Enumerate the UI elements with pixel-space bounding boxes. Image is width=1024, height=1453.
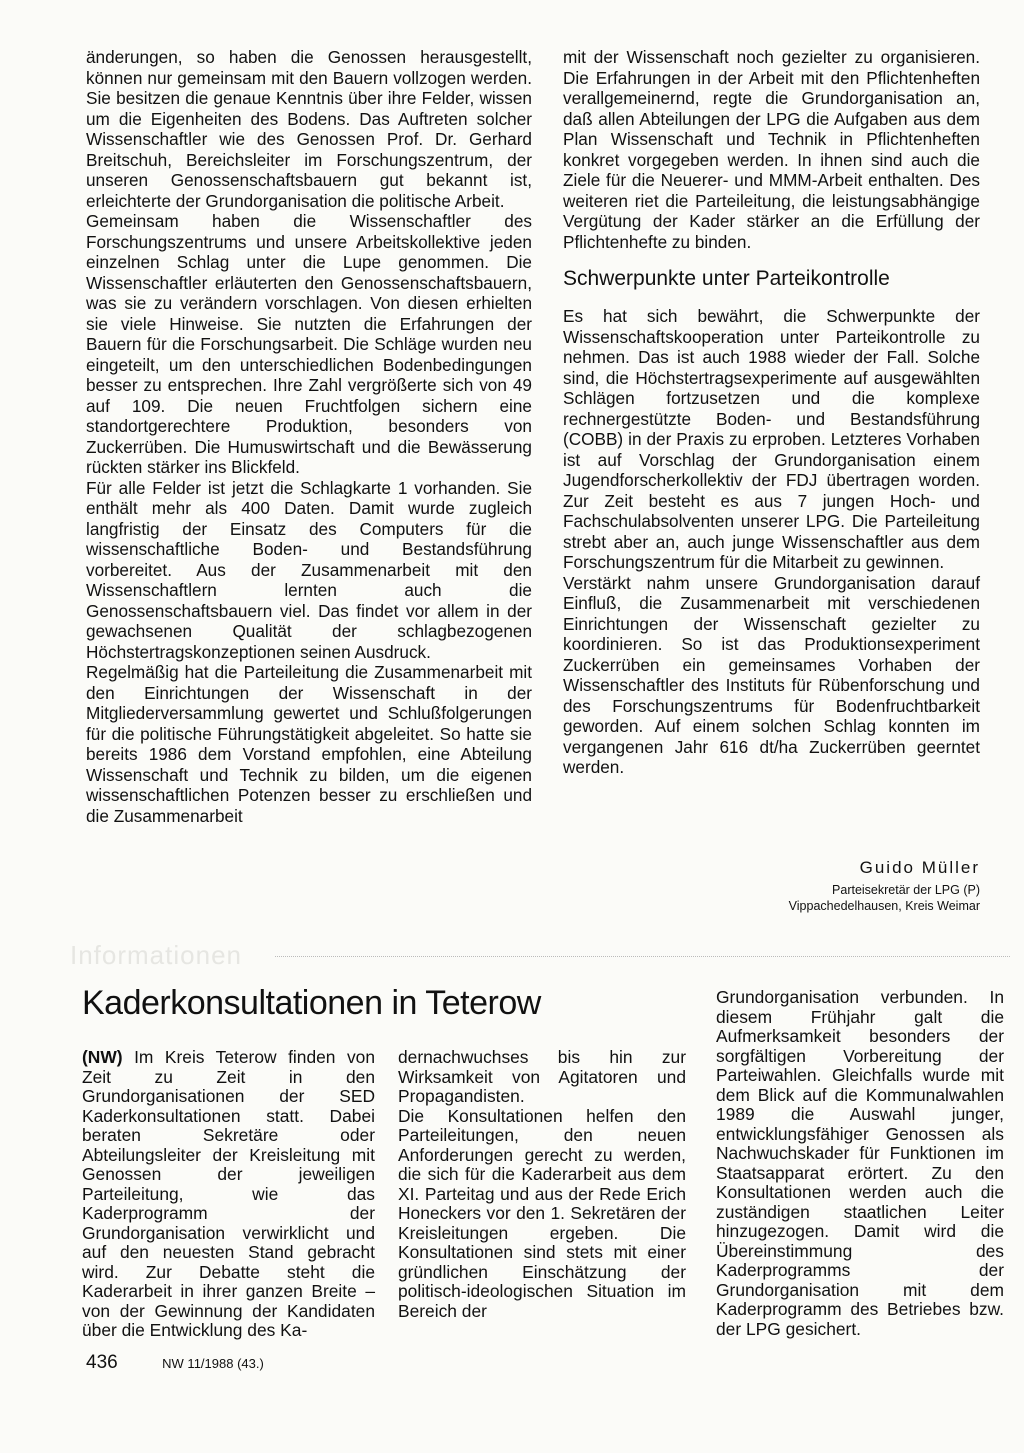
section-label: Informationen [70,940,242,970]
page-footer [86,1352,264,1374]
bottom-article-left-column [82,1048,375,1341]
issue-reference: NW 11/1988 (43.) [162,1356,264,1371]
dotted-rule [275,956,1010,957]
paragraph [82,1048,375,1341]
subheading: Schwerpunkte unter Parteikontrolle [563,267,890,290]
paragraph: mit der Wissenschaft noch gezielter zu organisieren. Die Erfahrungen in der Arbeit mit den Pflichtenheften verallgemeinernd, regte die Grundorganisation an, daß allen Abteilungen der LPG die Aufgaben aus dem Plan Wissenschaft und Technik in Pflichtenheften konkret vorgegeben werden. In ihnen sind auch die Ziele für die Neuerer- und MMM-Arbeit enthalten. Des weiteren riet die Parteileitung, die leistungsabhängige Vergütung der Kader stärker an die Erfüllung der Pflichtenhefte zu binden. [563,47,980,252]
page-number: 436 [86,1352,118,1373]
source-tag: (NW) [82,1047,123,1067]
paragraph: Verstärkt nahm unsere Grundorganisation darauf Einfluß, die Zusammenarbeit mit verschiedenen Einrichtungen der Wissenschaft gezielter zu koordinieren. So ist das Produktionsexperiment Zuckerrüben ein gemeinsames Vorhaben der Wissenschaftler des Instituts für Rübenforschung und des Forschungszentrums für Bodenfruchtbarkeit geworden. Auf einem solchen Schlag konnten im vergangenen Jahr 616 dt/ha Zuckerrüben geerntet werden. [563,572,980,777]
paragraph: änderungen, so haben die Genossen herausgestellt, können nur gemeinsam mit den Bauern vollzogen werden. Sie besitzen die genaue Kenntnis über ihre Felder, wissen um die Eigenheiten des Bodens. Das Auftreten solcher Wissenschaftler wie des Genossen Prof. Dr. Gerhard Breitschuh, Bereichsleiter im Forschungszentrum, der unseren Genossenschaftsbauern gut bekannt ist, erleichterte der Grundorganisation die politische Arbeit. [86,47,532,211]
bottom-article-middle-column [398,1048,686,1321]
bottom-article-right-column [716,988,1004,1339]
top-article-left-column [86,47,532,826]
paragraph: Regelmäßig hat die Parteileitung die Zusammenarbeit mit den Einrichtungen der Wissenschaft in der Mitgliederversammlung gewertet und Schlußfolgerungen für die politische Führungstätigkeit abgeleitet. So hatte sie bereits 1986 dem Vorstand empfohlen, eine Abteilung Wissenschaft und Technik zu bilden, um die eigenen wissenschaftlichen Potenzen besser zu erschließen und die Zusammenarbeit [86,662,532,826]
paragraph: Die Konsultationen helfen den Parteileitungen, den neuen Anforderungen gerecht zu werden, die sich für die Kaderarbeit aus dem XI. Parteitag und aus der Rede Erich Honeckers vor den 1. Sekretären der Kreisleitungen ergeben. Die Konsultationen sind stets mit einer gründlichen Einschätzung der politisch-ideologischen Situation im Bereich der [398,1105,686,1321]
paragraph: Es hat sich bewährt, die Schwerpunkte der Wissenschaftskooperation unter Parteikontrolle zu nehmen. Das ist auch 1988 wieder der Fall. Solche sind, die Höchstertragsexperimente auf ausgewählten Schlägen fortzusetzen und die komplexe rechnergestützte Boden- und Bestandsführung (COBB) in der Praxis zu erproben. Letzteres Vorhaben ist auf Vorschlag der Grundorganisation einem Jugendforscherkollektiv der FDJ übertragen worden. Zur Zeit besteht es aus 7 jungen Hoch- und Fachschulabsolventen unserer LPG. Die Parteileitung strebt aber an, auch junge Wissenschaftler aus dem Forschungszentrum für die Mitarbeit zu gewinnen. [563,306,980,572]
paragraph: dernachwuchses bis hin zur Wirksamkeit von Agitatoren und Propagandisten. [398,1047,686,1106]
paragraph: Für alle Felder ist jetzt die Schlagkarte 1 vorhanden. Sie enthält mehr als 400 Daten. Damit wurde zugleich langfristig der Einsatz des Computers für die wissenschaftliche Boden- und Bestandsführung vorbereitet. Aus der Zusammenarbeit mit den Wissenschaftlern lernten auch die Genossenschaftsbauern viel. Das findet vor allem in der gewachsenen Qualität der schlagbezogenen Höchstertragskonzeptionen seinen Ausdruck. [86,477,532,662]
author-signature [789,858,980,914]
paragraph: Grundorganisation verbunden. In diesem Frühjahr galt die Aufmerksamkeit besonders der sorgfältigen Vorbereitung der Parteiwahlen. Gleichfalls wurde mit dem Blick auf die Kommunalwahlen 1989 die Auswahl junger, entwicklungsfähiger Genossen als Nachwuchskader für Funktionen im Staatsapparat erörtert. Zu den Konsultationen werden auch die zuständigen staatlichen Leiter hinzugezogen. Damit wird die Übereinstimmung des Kaderprogramms der Grundorganisation mit dem Kaderprogramm des Betriebes bzw. der LPG gesichert. [716,987,1004,1339]
section-divider [70,940,1010,970]
article-headline: Kaderkonsultationen in Teterow [82,984,541,1022]
paragraph-text: Im Kreis Teterow finden von Zeit zu Zeit in den Grundorganisationen der SED Kaderkonsultationen statt. Dabei beraten Sekretäre oder Abteilungsleiter der Kreisleitung mit Genossen der jeweiligen Parteileitung, wie das Kaderprogramm der Grundorganisation verwirklicht und auf den neuesten Stand gebracht wird. Zur Debatte steht die Kaderarbeit in ihrer ganzen Breite – von der Gewinnung der Kandidaten über die Entwicklung des Ka- [82,1047,375,1340]
paragraph: Gemeinsam haben die Wissenschaftler des Forschungszentrums und unsere Arbeitskollektive jeden einzelnen Schlag unter die Lupe genommen. Die Wissenschaftler erläuterten den Genossenschaftsbauern, was sie zu verändern vorschlagen. Von diesen erhielten sie viele Hinweise. Sie nutzten die Erfahrungen der Bauern für die Forschungsarbeit. Die Schläge wurden neu eingeteilt, um den unterschiedlichen Bodenbedingungen besser zu entsprechen. Ihre Zahl vergrößerte sich von 49 auf 109. Die neuen Fruchtfolgen sichern eine standortgerechtere Produktion, besonders von Zuckerrüben. Die Humuswirtschaft und die Bewässerung rückten stärker ins Blickfeld. [86,211,532,477]
author-role: Parteisekretär der LPG (P) [832,883,980,897]
top-article-right-column [563,47,980,778]
author-name: Guido Müller [859,858,980,877]
author-place: Vippachedelhausen, Kreis Weimar [788,899,980,913]
